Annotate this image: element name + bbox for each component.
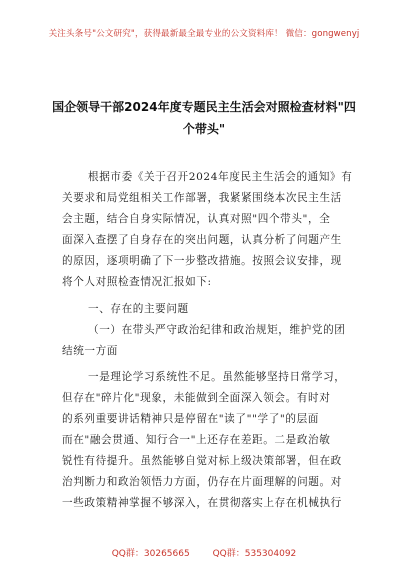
body-line: 锐性有待提升。虽然能够自觉对标上级决策部署，但在政 bbox=[62, 455, 342, 467]
body-line: 会主题，结合自身实际情况，认真对照"四个带头"，全 bbox=[62, 213, 331, 225]
body-line: 而在"融会贯通、知行合一"上还存在差距。二是政治敏 bbox=[62, 434, 331, 446]
body-line: 但存在"碎片化"现象，未能做到全面深入领会。有时对 bbox=[62, 392, 331, 404]
subsection-heading: （一）在带头严守政治纪律和政治规矩，维护党的团 bbox=[88, 324, 346, 336]
body-line: 的系列重要讲话精神只是停留在"读了""学了"的层面 bbox=[62, 413, 319, 425]
body-line: 面深入查摆了自身存在的突出问题，认真分析了问题产生 bbox=[62, 234, 342, 246]
section-heading: 一、存在的主要问题 bbox=[88, 303, 189, 315]
body-line: 将个人对照检查情况汇报如下: bbox=[62, 276, 212, 288]
header-promo-note: 关注头条号"公文研究"，获得最新最全最专业的公文资料库！ 微信：gongwenyj bbox=[48, 29, 360, 39]
footer-qq-group-1: QQ群：30265665 bbox=[111, 549, 190, 559]
footer-qq-group-2: QQ群：535304092 bbox=[212, 549, 297, 559]
subsection-heading-cont: 结统一方面 bbox=[62, 345, 118, 357]
footer-qq-groups bbox=[0, 546, 408, 559]
body-line: 治判断力和政治领悟力方面，仍存在片面理解的问题。对 bbox=[62, 476, 342, 488]
document-title-line-1: 国企领导干部2024年度专题民主生活会对照检查材料"四 bbox=[52, 100, 356, 114]
body-line: 关要求和局党组相关工作部署，我紧紧围绕本次民主生活 bbox=[62, 192, 342, 204]
body-line: 根据市委《关于召开2024年度民主生活会的通知》有 bbox=[88, 171, 353, 183]
document-title-line-2: 个带头" bbox=[182, 122, 226, 136]
body-line: 一是理论学习系统性不足。虽然能够坚持日常学习， bbox=[88, 371, 346, 383]
body-line: 的原因，逐项明确了下一步整改措施。按照会议安排，现 bbox=[62, 255, 342, 267]
body-line: 一些政策精神掌握不够深入，在贯彻落实上存在机械执行 bbox=[62, 497, 342, 509]
